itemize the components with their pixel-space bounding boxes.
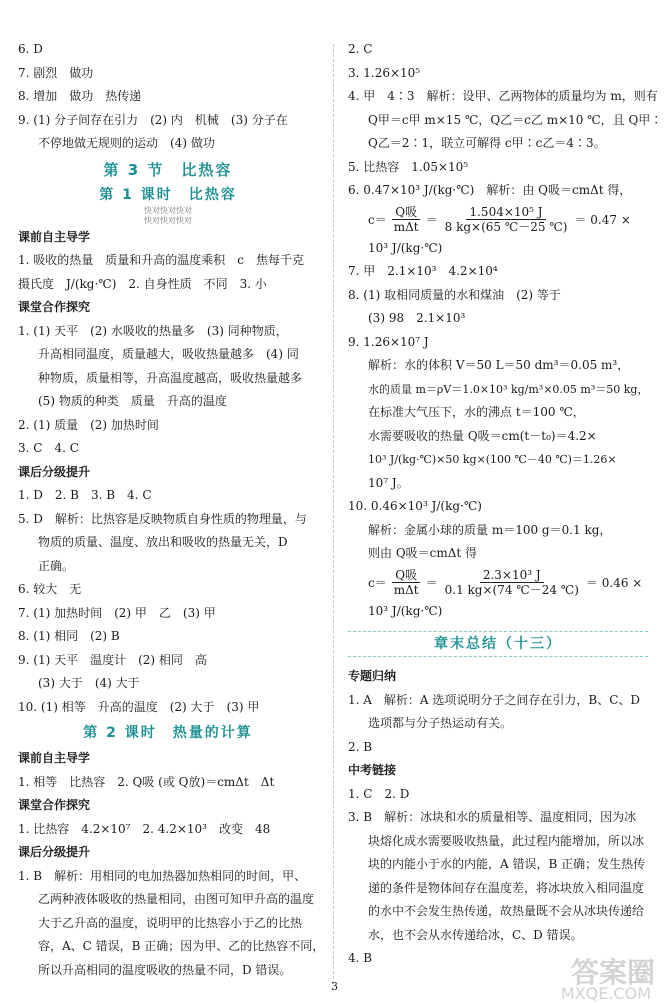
formula-lhs: c＝ (368, 213, 387, 227)
answer-line: 4. B (348, 951, 373, 965)
answer-line: 所以升高相同的温度吸收的热量不同，D 错误。 (38, 962, 292, 977)
answer-line: 6. 0.47×10³ J/(kg·℃) 解析：由 Q吸＝cmΔt 得， (348, 183, 632, 197)
answer-line: 1. 比热容 4.2×10⁷ 2. 4.2×10³ 改变 48 (18, 821, 271, 836)
answer-line: 7. 剧烈 做功 (18, 65, 94, 80)
answer-line: 1. 相等 比热容 2. Q吸 (或 Q放)＝cmΔt Δt (18, 774, 275, 789)
answer-line: 5. D 解析：比热容是反映物质自身性质的物理量，与 (18, 511, 307, 526)
fraction (391, 205, 422, 234)
subsection-heading: 中考链接 (348, 763, 397, 777)
right-column (348, 38, 663, 971)
equals-sign: ＝ (425, 576, 438, 590)
answer-line: 不停地做无规则的运动 (4) 做功 (38, 136, 215, 150)
answer-line: 8. (1) 相同 (2) B (18, 629, 120, 643)
subsection-heading: 课堂合作探究 (18, 798, 91, 812)
subsection-heading: 课后分级提升 (18, 845, 91, 859)
formula-result: ＝ 0.47 × (574, 213, 631, 227)
answer-line: 物质的质量、温度、放出和吸收的热量无关，D (38, 535, 288, 549)
answer-line: 4. 甲 4∶3 解析：设甲、乙两物体的质量均为 m，则有 (348, 89, 658, 103)
answer-line: 的水中不会发生热传递，故热量既不会从冰块传递给 (368, 904, 645, 918)
answer-line: 2. (1) 质量 (2) 加热时间 (18, 417, 159, 432)
answer-line: 1. D 2. B 3. B 4. C (18, 488, 152, 502)
answer-line: 大于乙升高的温度，说明甲的比热容小于乙的比热 (38, 915, 303, 930)
answer-line: 7. (1) 加热时间 (2) 甲 乙 (3) 甲 (18, 605, 216, 620)
answer-line: 9. (1) 天平 温度计 (2) 相同 高 (18, 652, 207, 667)
formula-line (348, 566, 648, 600)
denominator: 0.1 kg×(74 ℃－24 ℃) (444, 583, 579, 597)
answer-line: 10³ J/(kg·℃) (368, 240, 443, 255)
answer-line: 2. C (348, 42, 373, 56)
numerator: Q吸 (392, 205, 420, 220)
column-divider (333, 44, 334, 984)
answer-line: 则由 Q吸＝cmΔt 得 (368, 546, 478, 560)
answer-line: 5. 比热容 1.05×10⁵ (348, 159, 469, 174)
subsection-heading: 课前自主导学 (18, 229, 91, 244)
answer-line: 6. 较大 无 (18, 582, 82, 596)
answer-line: Q乙＝2∶1，联立可解得 c甲∶c乙＝4∶3。 (368, 136, 606, 150)
formula-line (348, 203, 648, 237)
answer-line: 1. C 2. D (348, 786, 410, 801)
answer-line: 升高相同温度，质量越大，吸收热量越多 (4) 同 (38, 347, 299, 361)
lesson-title: 第 1 课时 比热容 (99, 186, 237, 203)
answer-line: Q甲＝c甲 m×15 ℃，Q乙＝c乙 m×10 ℃，且 Q甲∶ (368, 112, 663, 127)
denominator: 8 kg×(65 ℃－25 ℃) (444, 220, 568, 234)
answer-line: 水的质量 m＝ρV＝1.0×10³ kg/m³×0.05 m³＝50 kg， (368, 382, 649, 396)
subsection-heading: 课后分级提升 (18, 464, 91, 479)
answer-line: 容，A、C 错误，B 正确；因为甲、乙的比热容不同， (38, 939, 325, 953)
section-title: 第 3 节 比热容 (103, 160, 233, 179)
page-number: 3 (331, 980, 338, 993)
answer-line: 在标准大气压下，水的沸点 t＝100 ℃， (368, 405, 585, 419)
answer-line: 种物质，质量相等，升高温度越高，吸收热量越多 (38, 370, 303, 385)
chapter-summary-title: 章末总结（十三） (348, 631, 648, 657)
answer-line: (3) 大于 (4) 大于 (38, 676, 140, 690)
answer-line: (5) 物质的种类 质量 升高的温度 (38, 394, 227, 408)
answer-line: (3) 98 2.1×10³ (368, 311, 466, 325)
equals-sign: ＝ (425, 213, 438, 227)
watermark-url: MXQE.COM (560, 984, 651, 1003)
answer-line: 8. 增加 做功 热传递 (18, 89, 142, 103)
fraction (442, 205, 571, 234)
answer-line: 9. 1.26×10⁷ J (348, 334, 429, 349)
answer-line: 块熔化成水需要吸收热量，此过程内能增加，所以冰 (368, 833, 645, 848)
answer-line: 3. B 解析：冰块和水的质量相等、温度相同，因为冰 (348, 810, 637, 824)
answer-line: 3. C 4. C (18, 441, 79, 455)
subsection-heading: 专题归纳 (348, 669, 397, 683)
answer-line: 选项都与分子热运动有关。 (368, 716, 513, 730)
answer-line: 10³ J/(kg·℃)×50 kg×(100 ℃－40 ℃)＝1.26× (368, 453, 617, 466)
answer-line: 7. 甲 2.1×10³ 4.2×10⁴ (348, 264, 498, 278)
left-column (18, 38, 325, 982)
fraction (391, 568, 422, 597)
denominator: mΔt (393, 583, 419, 597)
answer-line: 解析：水的体积 V＝50 L＝50 dm³＝0.05 m³， (368, 358, 630, 372)
answer-line: 10. 0.46×10³ J/(kg·℃) (348, 499, 482, 513)
numerator: 1.504×10⁵ J (466, 205, 545, 220)
answer-line: 块的内能小于水的内能，A 错误，B 正确；发生热传 (368, 857, 646, 871)
stamp-text: 快对快对快对 (144, 205, 192, 215)
formula-result: ＝ 0.46 × (585, 576, 643, 590)
answer-line: 3. 1.26×10⁵ (348, 65, 421, 80)
answer-line: 10³ J/(kg·℃) (368, 603, 443, 618)
denominator: mΔt (393, 220, 419, 234)
answer-line: 10. (1) 相等 升高的温度 (2) 大于 (3) 甲 (18, 699, 260, 714)
numerator: 2.3×10³ J (480, 568, 544, 583)
subsection-heading: 课前自主导学 (18, 751, 91, 765)
watermark-logo: 答案圈 (570, 956, 655, 989)
answer-line: 1. B 解析：用相同的电加热器加热相同的时间，甲、 (18, 868, 307, 883)
answer-line: 水需要吸收的热量 Q吸＝cm(t－t₀)＝4.2× (368, 428, 597, 443)
answer-line: 6. D (18, 42, 43, 56)
numerator: Q吸 (392, 568, 420, 583)
answer-line: 9. (1) 分子间存在引力 (2) 内 机械 (3) 分子在 (18, 112, 288, 127)
subsection-heading: 课堂合作探究 (18, 300, 91, 314)
fraction (442, 568, 582, 597)
lesson-title: 第 2 课时 热量的计算 (83, 725, 253, 741)
answer-line: 正确。 (38, 558, 75, 573)
answer-line: 乙两种液体吸收的热量相同，由图可知甲升高的温度 (38, 892, 315, 906)
answer-line: 递的条件是物体间存在温度差，将冰块放入相同温度 (368, 880, 645, 895)
answer-line: 水，也不会从水传递给冰，C、D 错误。 (368, 927, 583, 942)
formula-lhs: c＝ (368, 576, 387, 590)
answer-line: 10⁷ J。 (368, 475, 409, 490)
stamp-text: 快对快对快对 (144, 215, 192, 225)
answer-line: 解析：金属小球的质量 m＝100 g＝0.1 kg， (368, 522, 612, 537)
answer-line: 8. (1) 取相同质量的水和煤油 (2) 等于 (348, 287, 561, 302)
answer-line: 1. (1) 天平 (2) 水吸收的热量多 (3) 同种物质， (18, 323, 288, 338)
answer-line: 2. B (348, 739, 373, 754)
answer-line: 摄氏度 J/(kg·℃) 2. 自身性质 不同 3. 小 (18, 276, 267, 291)
answer-line: 1. A 解析：A 选项说明分子之间存在引力，B、C、D (348, 692, 641, 707)
answer-line: 1. 吸收的热量 质量和升高的温度乘积 c 焦每千克 (18, 253, 304, 267)
